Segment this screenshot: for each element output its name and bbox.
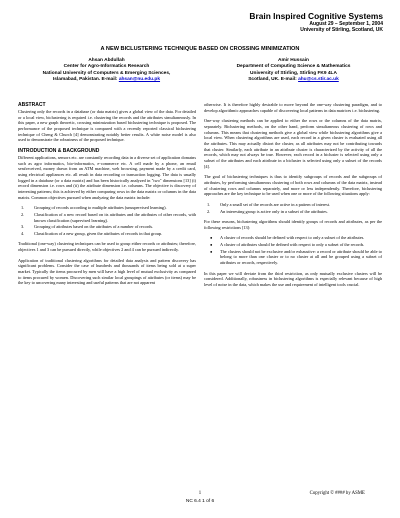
author-location: Islamabad, Pakistan. E-mail:: [52, 76, 118, 82]
objectives-list: [18, 205, 196, 236]
body-paragraph: For these reasons, biclustering algorithms should identify groups of records and attributes, as per the following restrictions [13]:: [204, 219, 382, 230]
abstract-text: Clustering only the records in a database (or data matrix) gives a global view of the data. For detailed or a local view, biclustering is required i.e. clustering the records and the attributes simultaneously. In this paper, a new graph theoretic, crossing minimization based biclustering technique is proposed. The performance of the proposed technique is compared with a recently reported classical biclustering technique of Cheng & Church [4] demonstrating notably better results. A white noise model is also used to demonstrate the robustness of the proposed technique.: [18, 109, 196, 143]
body-paragraph: Traditional (one-way) clustering techniques can be used to group either records or attributes; therefore, objectives 1 and 3 can be pursued directly, while objectives 2 and 4 can be pursued indirectly.: [18, 241, 196, 253]
bullet-icon: ●: [210, 235, 213, 241]
conference-venue: University of Stirling, Scotland, UK: [300, 27, 383, 33]
left-column: [18, 102, 196, 291]
list-item: ● A cluster of records should be defined with respect to only a subset of the attributes.: [210, 235, 365, 241]
body-paragraph: The goal of biclustering techniques is thus to identify subgroups of records and the subgroups of attributes, by performing simultaneous clustering of both rows and columns of the data matrix, instead of clustering rows and columns separately, and more or less independently. Therefore, biclustering approaches are the key technique to be used when one or more of the following situations apply:: [204, 174, 382, 197]
list-item: ● A cluster of attributes should be defined with respect to only a subset of the records.: [210, 242, 365, 248]
list-item: 1. Grouping of records according to multiple attributes (unsupervised learning).: [21, 205, 167, 211]
situations-list: [204, 202, 382, 214]
list-item: 2. An interesting group is active only in a subset of the attributes.: [207, 208, 328, 214]
author-block: [14, 58, 386, 83]
paper-code: NC 6.4 1 of 6: [185, 499, 215, 504]
author-name: Ahsan Abdullah: [88, 58, 125, 63]
bullet-icon: ●: [210, 248, 213, 254]
author-1: [14, 58, 199, 83]
list-item: ● The clusters should not be exclusive and/or exhaustive: a record or attribute should be able to belong to more than one cluster or to no cluster at all and be grouped using a subset of attributes or records, respectively.: [210, 248, 382, 266]
body-paragraph: otherwise. It is therefore highly desirable to move beyond the one-way clustering paradigm, and to develop algorithmic approaches capable of discovering local patterns in data matrices i.e. biclustering.: [204, 102, 382, 113]
conference-header: [249, 11, 383, 33]
author-affiliation: Center for Agro-Informatics Research: [63, 64, 150, 70]
page-number: 1: [198, 491, 202, 496]
conference-name: Brain Inspired Cognitive Systems: [249, 11, 383, 21]
author-location: Scotland, UK. E-mail:: [248, 76, 297, 82]
intro-heading: INTRODUCTION & BACKGROUND: [18, 147, 100, 154]
author-affiliation: National University of Computers & Emerging Sciences,: [42, 70, 171, 76]
body-paragraph: In this paper we will deviate from the third restriction, as only mutually exclusive clusters will be considered. Additionally, robustness in biclustering algorithms is especially relevant because of high level of noise in the data, which makes the use and requirement of intelligent tools crucial.: [204, 270, 382, 288]
paper-title: A NEW BICLUSTERING TECHNIQUE BASED ON CROSSING MINIMIZATION: [100, 46, 300, 52]
author-affiliation: Department of Computing Science & Mathematics: [236, 64, 351, 70]
author-email-link[interactable]: ahsan@nu.edu.pk: [118, 76, 161, 82]
author-name: Amir Hussain: [278, 58, 309, 63]
list-item: 1. Only a small set of the records are active in a pattern of interest.: [207, 201, 331, 207]
restrictions-list: [204, 235, 382, 265]
abstract-heading: ABSTRACT: [18, 102, 46, 108]
author-contact: [201, 77, 386, 83]
bullet-icon: ●: [210, 242, 213, 248]
author-email-link[interactable]: ahu@cs.stir.ac.uk: [298, 76, 339, 82]
right-column: [204, 102, 382, 293]
list-item: 3. Grouping of attributes based on the attributes of a number of records.: [21, 224, 154, 230]
body-paragraph: One-way clustering methods can be applied to either the rows or the columns of the data matrix, separately. Biclustering methods, on the other hand, perform simultaneous clustering of rows and columns. This means that clustering methods give a global view while biclustering algorithms give a local view. When clustering algorithms are used, each record in a given cluster is evaluated using all the attributes. This may actually distort the cluster, as all attributes may not be contributing towards that cluster. Similarly, each attribute in an attribute cluster is characterized by the activity of all the records, which may not always be true. However, each record in a bicluster is selected using only a subset of the attributes and each attribute in a bicluster is selected using only a subset of the records [4].: [204, 118, 382, 169]
author-2: [201, 58, 386, 83]
author-affiliation: University of Stirling, Stirling FK9 4LA: [250, 70, 337, 76]
author-contact: [14, 77, 199, 83]
list-item: 4. Classification of a new group, given the attributes of records in that group.: [21, 230, 163, 236]
list-item: 2. Classification of a new record based on its attributes and the attributes of other records, with known classification (supervised learning).: [21, 211, 196, 223]
intro-paragraph: Different applications, sensors etc. are constantly recording data in a diverse set of application domains such as agro informatics, bio-informatics, e-commerce etc. A cell made by a phone, an email sent/received, money drawn from an ATM machine, web browsing, payment made by a credit card, using electrical appliances etc. all result in data recording or transaction logging. The data is usually logged in a database (or a data matrix) and has been historically analyzed in "two" dimensions [13] (i) record dimension i.e. rows and (ii) the attribute dimension i.e. columns. The objective is discovery of interesting patterns; this is achieved by either comparing rows in the data matrix or columns in the data matrix. Common objectives pursued when analyzing the data matrix include:: [18, 154, 196, 200]
body-paragraph: Application of traditional clustering algorithms for detailed data analysis and pattern discovery has significant problems. Consider the case of hundreds and thousands of items being sold at a super market. Typically the items procured by men will have a high level of mutual exclusivity as compared to items procured by women. Discovering such similar local groupings of attributes (or items) may be the key to uncovering many interesting and useful patterns that are not apparent: [18, 257, 196, 286]
copyright-notice: Copyright © #### by ASME: [309, 491, 365, 496]
conference-dates: August 29 – September 1, 2004: [309, 21, 383, 27]
